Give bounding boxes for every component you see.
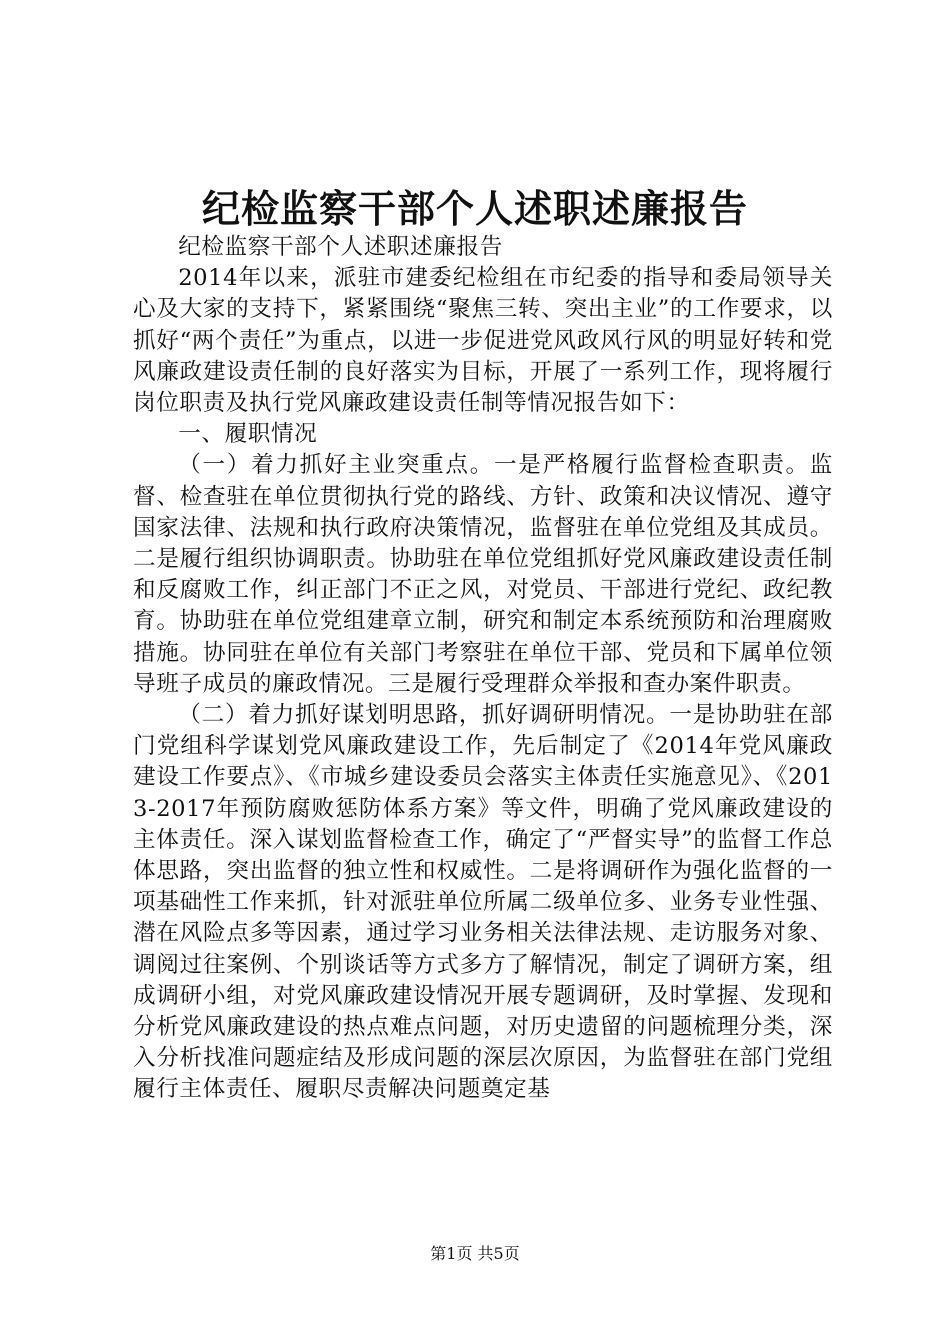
- document-body: [133, 232, 833, 1106]
- document-title: 纪检监察干部个人述职述廉报告: [201, 186, 748, 231]
- section-heading: 一、履职情况: [178, 421, 318, 448]
- paragraph-intro: 2014年以来，派驻市建委纪检组在市纪委的指导和委局领导关心及大家的支持下，紧紧围绕“聚焦三转、突出主业”的工作要求，以抓好“两个责任”为重点，以进一步促进党风政风行风的明显好转和党风廉政建设责任制的良好落实为目标，开展了一系列工作，现将履行岗位职责及执行党风廉政建设责任制等情况报告如下：: [133, 265, 833, 417]
- page-number: 第1页 共5页: [430, 1244, 520, 1263]
- paragraph-subtitle: 纪检监察干部个人述职述廉报告: [178, 234, 503, 260]
- paragraph-section-1: （一）着力抓好主业突重点。一是严格履行监督检查职责。监督、检查驻在单位贯彻执行党的路线、方针、政策和决议情况、遵守国家法律、法规和执行政府决策情况，监督驻在单位党组及其成员。二是履行组织协调职责。协助驻在单位党组抓好党风廉政建设责任制和反腐败工作，纠正部门不正之风，对党员、干部进行党纪、政纪教育。协助驻在单位党组建章立制，研究和制定本系统预防和治理腐败措施。协同驻在单位有关部门考察驻在单位干部、党员和下属单位领导班子成员的廉政情况。三是履行受理群众举报和查办案件职责。: [133, 452, 833, 697]
- paragraph-section-2: （二）着力抓好谋划明思路，抓好调研明情况。一是协助驻在部门党组科学谋划党风廉政建设工作，先后制定了《2014年党风廉政建设工作要点》、《市城乡建设委员会落实主体责任实施意见》、《2013-2017年预防腐败惩防体系方案》等文件，明确了党风廉政建设的主体责任。深入谋划监督检查工作，确定了“严督实导”的监督工作总体思路，突出监督的独立性和权威性。二是将调研作为强化监督的一项基础性工作来抓，针对派驻单位所属二级单位多、业务专业性强、潜在风险点多等因素，通过学习业务相关法律法规、走访服务对象、调阅过往案例、个别谈话等方式多方了解情况，制定了调研方案，组成调研小组，对党风廉政建设情况开展专题调研，及时掌握、发现和分析党风廉政建设的热点难点问题，对历史遗留的问题梳理分类，深入分析找准问题症结及形成问题的深层次原因，为监督驻在部门党组履行主体责任、履职尽责解决问题奠定基: [133, 702, 833, 1103]
